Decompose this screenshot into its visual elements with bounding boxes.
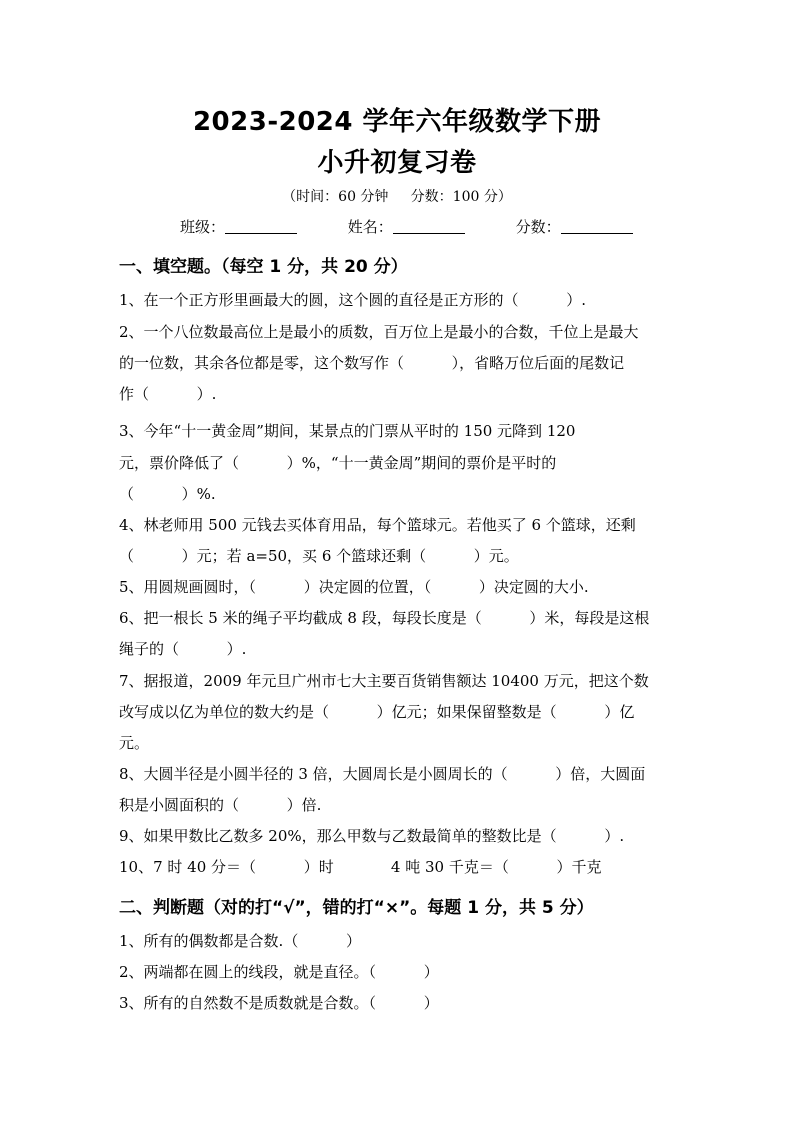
class-blank[interactable] (225, 233, 297, 234)
exam-title-line2: 小升初复习卷 (317, 148, 477, 178)
score-label: 分数： (515, 218, 561, 236)
question-line: （ ）元；若 a=50，买 6 个篮球还剩（ ）元。 (119, 547, 519, 565)
question-line: 绳子的（ ）. (119, 640, 247, 658)
question-line: 8、大圆半径是小圆半径的 3 倍，大圆周长是小圆周长的（ ）倍，大圆面 (119, 765, 646, 783)
question-line: 10、7 时 40 分＝（ ）时 4 吨 30 千克＝（ ）千克 (119, 858, 602, 876)
question-line: 改写成以亿为单位的数大约是（ ）亿元；如果保留整数是（ ）亿 (119, 703, 635, 721)
question-line: 元，票价降低了（ ）%，“十一黄金周”期间的票价是平时的 (119, 454, 557, 472)
exam-title-line1: 2023-2024 学年六年级数学下册 (192, 107, 602, 137)
question-line: 的一位数，其余各位都是零，这个数写作（ ），省略万位后面的尾数记 (119, 354, 625, 372)
question-line: 元。 (119, 734, 150, 752)
question-line: 5、用圆规画圆时，（ ）决定圆的位置，（ ）决定圆的大小. (119, 578, 589, 596)
name-blank[interactable] (393, 233, 465, 234)
question-line: 2、两端都在圆上的线段，就是直径。（ ） (119, 963, 439, 981)
question-line: 积是小圆面积的（ ）倍. (119, 796, 322, 814)
name-label: 姓名： (347, 218, 393, 236)
question-line: 7、据报道，2009 年元旦广州市七大主要百货销售额达 10400 万元，把这个数 (119, 672, 649, 690)
question-line: 2、一个八位数最高位上是最小的质数，百万位上是最小的合数，千位上是最大 (119, 323, 639, 341)
question-line: 9、如果甲数比乙数多 20%，那么甲数与乙数最简单的整数比是（ ）. (119, 827, 625, 845)
question-line: 1、在一个正方形里画最大的圆，这个圆的直径是正方形的（ ）. (119, 291, 586, 309)
question-line: 作（ ）. (119, 385, 217, 403)
question-line: 6、把一根长 5 米的绳子平均截成 8 段，每段长度是（ ）米，每段是这根 (119, 609, 650, 627)
question-line: 1、所有的偶数都是合数.（ ） (119, 932, 361, 950)
question-line: 3、今年“十一黄金周”期间，某景点的门票从平时的 150 元降到 120 (119, 422, 576, 440)
exam-meta: （时间：60 分钟 分数：100 分） (282, 189, 512, 205)
student-info-fields (180, 216, 633, 237)
score-blank[interactable] (561, 233, 633, 234)
question-line: 4、林老师用 500 元钱去买体育用品，每个篮球元。若他买了 6 个篮球，还剩 (119, 516, 636, 534)
section-heading-fill-in: 一、填空题。（每空 1 分，共 20 分） (119, 257, 408, 277)
section-heading-true-false: 二、判断题（对的打“√”，错的打“×”。每题 1 分，共 5 分） (119, 898, 594, 918)
question-line: 3、所有的自然数不是质数就是合数。（ ） (119, 994, 439, 1012)
class-label: 班级： (180, 218, 226, 236)
question-line: （ ）%. (119, 485, 216, 503)
